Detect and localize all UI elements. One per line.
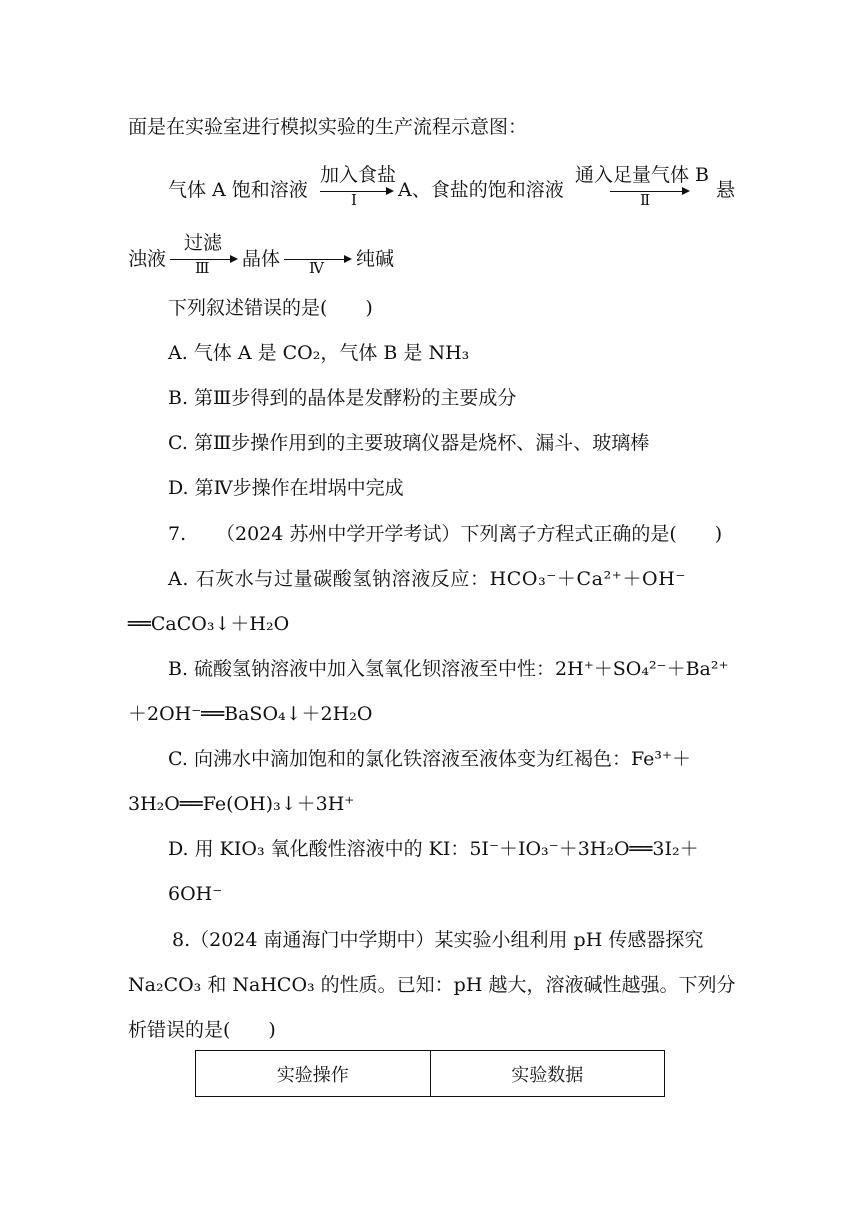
- q7-option-c-line1: C. 向沸水中滴加饱和的氯化铁溶液至液体变为红褐色：Fe³⁺＋: [168, 748, 691, 770]
- q6-option-c: C. 第Ⅲ步操作用到的主要玻璃仪器是烧杯、漏斗、玻璃棒: [168, 432, 650, 454]
- q7-option-d-line2: 6OH⁻: [168, 883, 223, 905]
- q7-option-b-line1: B. 硫酸氢钠溶液中加入氢氧化钡溶液至中性：2H⁺＋SO₄²⁻＋Ba²⁺: [168, 658, 729, 680]
- flow-step-2-label: 通入足量气体 B: [575, 164, 710, 186]
- table-header-data: 实验数据: [430, 1051, 665, 1096]
- q7-option-a-line1: A. 石灰水与过量碳酸氢钠溶液反应：HCO₃⁻＋Ca²⁺＋OH⁻: [168, 568, 687, 590]
- flow-step-3-roman: Ⅲ: [192, 259, 212, 277]
- experiment-table: [195, 1050, 665, 1097]
- q7-option-a-line2: ══CaCO₃↓＋H₂O: [128, 613, 290, 635]
- flow-step-3-label: 过滤: [184, 232, 223, 254]
- flow-start: 气体 A 饱和溶液: [168, 179, 308, 201]
- flow-row2-start: 浊液: [128, 248, 167, 270]
- flow-mid-1: A、食盐的饱和溶液: [398, 179, 564, 201]
- q8-line1: 8.（2024 南通海门中学期中）某实验小组利用 pH 传感器探究: [172, 929, 704, 951]
- q7-option-b-line2: ＋2OH⁻══BaSO₄↓＋2H₂O: [128, 703, 373, 725]
- flow-end: 纯碱: [356, 248, 395, 270]
- q7-number: 7.: [168, 523, 187, 545]
- intro-text: 面是在实验室进行模拟实验的生产流程示意图：: [128, 116, 528, 138]
- table-header-operation: 实验操作: [276, 1064, 349, 1086]
- flow-mid-2: 晶体: [242, 248, 281, 270]
- q7-option-d-line1: D. 用 KIO₃ 氧化酸性溶液中的 KI：5I⁻＋IO₃⁻＋3H₂O══3I₂＋: [168, 838, 699, 860]
- q6-option-b: B. 第Ⅲ步得到的晶体是发酵粉的主要成分: [168, 387, 517, 409]
- flow-step-4-roman: Ⅳ: [306, 259, 327, 277]
- flow-mid-1-end: 悬: [716, 179, 736, 201]
- flow-step-2-roman: Ⅱ: [637, 191, 653, 209]
- q8-line2: Na₂CO₃ 和 NaHCO₃ 的性质。已知：pH 越大，溶液碱性越强。下列分: [128, 974, 736, 996]
- q6-option-d: D. 第Ⅳ步操作在坩埚中完成: [168, 477, 404, 499]
- flow-step-1-roman: Ⅰ: [348, 191, 360, 209]
- q6-stem: 下列叙述错误的是( ): [168, 297, 373, 319]
- q6-option-a: A. 气体 A 是 CO₂，气体 B 是 NH₃: [168, 342, 470, 364]
- q7-option-c-line2: 3H₂O══Fe(OH)₃↓＋3H⁺: [128, 793, 355, 815]
- q7-stem: （2024 苏州中学开学考试）下列离子方程式正确的是( ): [216, 523, 723, 545]
- q8-line3: 析错误的是( ): [128, 1019, 276, 1041]
- flow-step-1-label: 加入食盐: [320, 164, 397, 186]
